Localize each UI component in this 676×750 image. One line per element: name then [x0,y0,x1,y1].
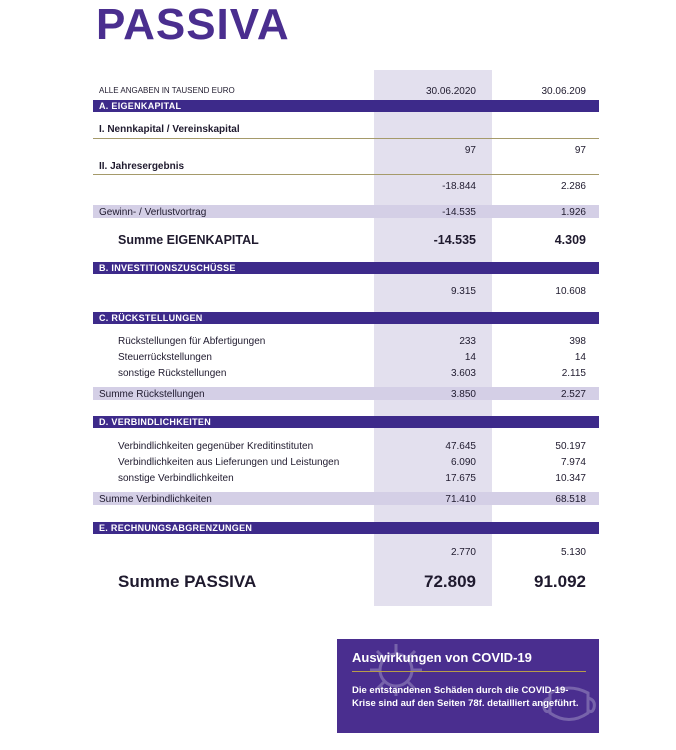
column-header-2019: 30.06.209 [541,86,586,97]
list-item-label: Verbindlichkeiten aus Lieferungen und Leistungen [118,457,340,468]
section-c-label: C. RÜCKSTELLUNGEN [99,313,203,323]
covid-text: Die entstandenen Schäden durch die COVID-19-Krise sind auf den Seiten 78f. detailliert angeführt. [352,685,579,709]
list-item-2019: 7.974 [560,457,586,468]
section-a-band [93,100,599,112]
jahresergebnis-2019: 2.286 [560,181,586,192]
list-item-label: Rückstellungen für Abfertigungen [118,336,266,347]
summe-verbindlichkeiten-label: Summe Verbindlichkeiten [99,494,212,505]
summe-rueckstellungen-2019: 2.527 [560,389,586,400]
list-item-2019: 10.347 [555,473,586,484]
summe-verbindlichkeiten-2020: 71.410 [445,494,476,505]
list-item-2020: 6.090 [450,457,476,468]
summe-verbindlichkeiten-2019: 68.518 [555,494,586,505]
rechnungsabgrenzungen-2020: 2.770 [450,547,476,558]
covid-title: Auswirkungen von COVID-19 [352,650,532,665]
jahresergebnis-2020: -18.844 [442,181,476,192]
list-item-label: sonstige Verbindlichkeiten [118,473,234,484]
list-item-2020: 47.645 [445,441,476,452]
page-title: PASSIVA [96,0,290,49]
summe-passiva-2020: 72.809 [424,572,476,591]
unit-note: ALLE ANGABEN IN TAUSEND EURO [99,86,235,95]
gewinn-verlust-label: Gewinn- / Verlustvortrag [99,207,207,218]
summe-rueckstellungen-2020: 3.850 [450,389,476,400]
summe-passiva-label: Summe PASSIVA [118,572,257,591]
section-c-band [93,312,599,324]
section-e-label: E. RECHNUNGSABGRENZUNGEN [99,523,253,533]
gewinn-verlust-2019: 1.926 [560,207,586,218]
list-item-2020: 17.675 [445,473,476,484]
rechnungsabgrenzungen-2019: 5.130 [560,547,586,558]
list-item-2020: 3.603 [450,368,476,379]
section-d-label: D. VERBINDLICHKEITEN [99,417,212,427]
section-a-label: A. EIGENKAPITAL [99,101,182,111]
nennkapital-2020: 97 [464,145,476,156]
list-item-label: sonstige Rückstellungen [118,368,227,379]
column-header-2020: 30.06.2020 [425,86,476,97]
divider [93,174,599,175]
list-item-label: Verbindlichkeiten gegenüber Kreditinstituten [118,441,314,452]
section-b-label: B. INVESTITIONSZUSCHÜSSE [99,263,236,273]
summe-passiva-2019: 91.092 [534,572,586,591]
section-d-band [93,416,599,428]
list-item-2019: 50.197 [555,441,586,452]
divider [93,138,599,139]
summe-rueckstellungen-label: Summe Rückstellungen [99,389,205,400]
list-item-2019: 2.115 [561,368,586,379]
summe-eigenkapital-label: Summe EIGENKAPITAL [118,233,259,247]
section-e-band [93,522,599,534]
summe-eigenkapital-2019: 4.309 [554,233,586,247]
gewinn-verlust-2020: -14.535 [442,207,476,218]
summe-eigenkapital-2020: -14.535 [433,233,476,247]
list-item-2019: 14 [574,352,586,363]
jahresergebnis-label: II. Jahresergebnis [99,161,185,172]
list-item-2020: 14 [464,352,476,363]
nennkapital-label: I. Nennkapital / Vereinskapital [99,124,240,135]
section-b-band [93,262,599,274]
list-item-label: Steuerrückstellungen [118,352,212,363]
list-item-2019: 398 [569,336,586,347]
covid-divider [352,671,586,672]
investitionszuschuesse-2020: 9.315 [450,286,476,297]
list-item-2020: 233 [459,336,476,347]
investitionszuschuesse-2019: 10.608 [555,286,586,297]
nennkapital-2019: 97 [574,145,586,156]
